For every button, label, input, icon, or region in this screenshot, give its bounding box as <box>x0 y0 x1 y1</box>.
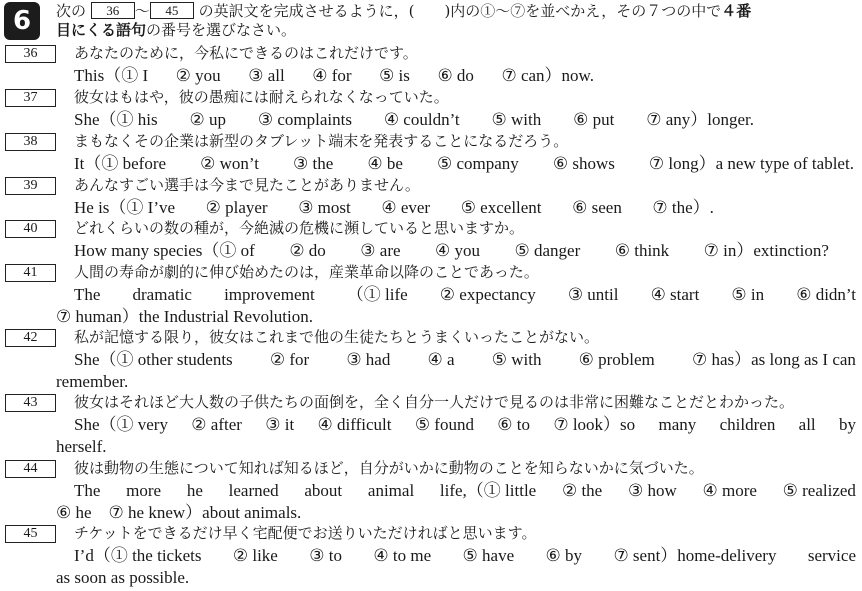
english-sentence-line-2: ⑥ he ⑦ he knew）about animals. <box>56 503 302 522</box>
english-sentence-line-1 <box>74 241 829 260</box>
english-segment: he <box>186 481 203 500</box>
english-segment: ③ how <box>627 481 677 500</box>
english-segment: ⑤ danger <box>514 241 581 260</box>
english-segment: ⑤ with <box>491 110 542 129</box>
question-number-box: 41 <box>5 264 56 282</box>
english-segment: It（① before <box>74 154 167 173</box>
english-segment: learned <box>228 481 279 500</box>
english-segment: ④ more <box>702 481 757 500</box>
question-number-box: 42 <box>5 329 56 347</box>
english-segment: ⑦ any）longer. <box>646 110 754 129</box>
english-segment: ④ you <box>435 241 481 260</box>
english-sentence-line-1 <box>74 546 856 565</box>
english-segment: ③ the <box>293 154 334 173</box>
english-sentence-line-1 <box>74 481 856 500</box>
english-segment: ④ difficult <box>317 415 392 434</box>
english-sentence-line-1 <box>74 198 714 217</box>
english-segment: ③ complaints <box>257 110 352 129</box>
english-segment: animal <box>367 481 415 500</box>
english-segment: improvement <box>224 285 315 304</box>
instruction-line-2 <box>56 21 296 40</box>
japanese-sentence: 彼女はもはや，彼の愚痴には耐えられなくなっていた。 <box>74 88 449 106</box>
english-segment: How many species（① of <box>74 241 255 260</box>
question-number-box: 44 <box>5 460 56 478</box>
english-segment: ③ most <box>298 198 351 217</box>
english-segment: ⑦ can）now. <box>501 66 594 85</box>
english-segment: ④ to me <box>373 546 432 565</box>
english-segment: This（① I <box>74 66 149 85</box>
answer-box-end: 45 <box>150 2 194 19</box>
english-segment: ② expectancy <box>439 285 536 304</box>
answer-box-start: 36 <box>91 2 135 19</box>
english-segment: ⑥ put <box>573 110 615 129</box>
english-segment: ② like <box>232 546 278 565</box>
english-segment: ⑦ has）as long as I can <box>691 350 856 369</box>
english-segment: ④ a <box>427 350 455 369</box>
english-segment: ⑤ found <box>414 415 474 434</box>
japanese-sentence: チケットをできるだけ早く宅配便でお送りいただければと思います。 <box>74 524 537 542</box>
english-segment: ⑥ to <box>497 415 531 434</box>
question-number-box: 38 <box>5 133 56 151</box>
english-segment: ② the <box>561 481 603 500</box>
japanese-sentence: あなたのために，今私にできるのはこれだけです。 <box>74 44 418 62</box>
japanese-sentence: 私が記憶する限り，彼女はこれまで他の生徒たちとうまくいったことがない。 <box>74 328 600 346</box>
english-segment: ⑦ look）so <box>553 415 636 434</box>
english-segment: ④ for <box>312 66 352 85</box>
english-segment: more <box>126 481 162 500</box>
english-segment: ② do <box>289 241 326 260</box>
question-number-box: 45 <box>5 525 56 543</box>
english-segment: ⑥ think <box>614 241 670 260</box>
english-segment: ③ it <box>265 415 295 434</box>
english-segment: ② won’t <box>200 154 259 173</box>
english-segment: ⑥ by <box>545 546 583 565</box>
english-segment: I’d（① the tickets <box>74 546 202 565</box>
instruction-tilde: 〜 <box>134 2 150 20</box>
english-sentence-line-1 <box>74 350 856 369</box>
instruction-middle: の英訳文を完成させるように，( )内の①〜⑦を並べかえ，その７つの中で <box>198 2 722 20</box>
english-segment: ⑦ long）a new type of tablet. <box>648 154 854 173</box>
japanese-sentence: どれくらいの数の種が，今絶滅の危機に瀕していると思いますか。 <box>74 219 525 237</box>
english-segment: ② after <box>191 415 242 434</box>
english-segment: children <box>719 415 776 434</box>
english-segment: ③ all <box>248 66 285 85</box>
english-segment: service <box>807 546 856 565</box>
english-segment: She（① his <box>74 110 158 129</box>
english-sentence-line-1 <box>74 110 754 129</box>
japanese-sentence: あんなすごい選手は今まで見たことがありません。 <box>74 176 420 194</box>
english-segment: ⑥ didn’t <box>796 285 856 304</box>
instruction-line-1 <box>56 2 751 21</box>
english-segment: ⑥ shows <box>552 154 615 173</box>
japanese-sentence: 彼女はそれほど大人数の子供たちの面倒を，全く自分一人だけで見るのは非常に困難なことだとわかった。 <box>74 393 795 411</box>
english-segment: ⑦ in）extinction? <box>703 241 829 260</box>
english-sentence-line-1 <box>74 66 594 85</box>
english-segment: （① life <box>346 285 408 304</box>
english-segment: ⑤ company <box>436 154 519 173</box>
english-segment: ③ until <box>567 285 619 304</box>
english-segment: by <box>838 415 856 434</box>
japanese-sentence: まもなくその企業は新型のタブレット端末を発表することになるだろう。 <box>74 132 569 150</box>
english-sentence-line-2: as soon as possible. <box>56 568 190 587</box>
english-segment: ③ to <box>309 546 342 565</box>
japanese-sentence: 彼は動物の生態について知れば知るほど，自分がいかに動物のことを知らないかに気づいた。 <box>74 459 704 477</box>
instruction-bold-a: ４番 <box>721 2 752 20</box>
question-number-box: 37 <box>5 89 56 107</box>
english-segment: ③ had <box>346 350 391 369</box>
english-segment: He is（① I’ve <box>74 198 176 217</box>
english-segment: ② for <box>269 350 310 369</box>
english-sentence-line-2: herself. <box>56 437 107 456</box>
instruction-bold-b: 目にくる語句 <box>56 21 147 39</box>
english-segment: ② player <box>205 198 268 217</box>
question-number-box: 40 <box>5 220 56 238</box>
english-segment: ⑥ do <box>437 66 474 85</box>
english-sentence-line-1 <box>74 154 854 173</box>
english-segment: about <box>304 481 343 500</box>
instruction-prefix: 次の <box>56 2 87 20</box>
english-segment: ③ are <box>360 241 401 260</box>
english-sentence-line-1 <box>74 415 856 434</box>
english-segment: all <box>798 415 816 434</box>
section-number-badge: 6 <box>4 2 40 40</box>
english-segment: ② up <box>189 110 226 129</box>
english-segment: ⑦ the）. <box>652 198 714 217</box>
english-segment: ⑤ have <box>462 546 515 565</box>
question-number-box: 36 <box>5 45 56 63</box>
english-segment: The <box>74 285 101 304</box>
english-segment: She（① other students <box>74 350 233 369</box>
english-segment: ④ be <box>367 154 403 173</box>
english-segment: The <box>74 481 101 500</box>
english-sentence-line-2: remember. <box>56 372 129 391</box>
english-segment: ⑦ sent）home-delivery <box>613 546 777 565</box>
english-segment: many <box>658 415 697 434</box>
english-segment: ⑤ realized <box>782 481 856 500</box>
question-number-box: 39 <box>5 177 56 195</box>
japanese-sentence: 人間の寿命が劇的に伸び始めたのは，産業革命以降のことであった。 <box>74 263 539 281</box>
english-segment: ④ start <box>650 285 700 304</box>
english-sentence-line-1 <box>74 285 856 304</box>
english-segment: dramatic <box>132 285 192 304</box>
english-segment: She（① very <box>74 415 168 434</box>
english-segment: ⑤ is <box>379 66 410 85</box>
english-sentence-line-2: ⑦ human）the Industrial Revolution. <box>56 307 313 326</box>
english-segment: ④ couldn’t <box>383 110 460 129</box>
instruction-suffix: の番号を選びなさい。 <box>146 21 297 39</box>
english-segment: ⑥ seen <box>572 198 622 217</box>
english-segment: ② you <box>175 66 221 85</box>
question-number-box: 43 <box>5 394 56 412</box>
english-segment: ⑤ excellent <box>460 198 542 217</box>
english-segment: life,（① little <box>439 481 537 500</box>
english-segment: ⑥ problem <box>578 350 655 369</box>
english-segment: ⑤ with <box>491 350 542 369</box>
english-segment: ④ ever <box>381 198 431 217</box>
english-segment: ⑤ in <box>731 285 765 304</box>
